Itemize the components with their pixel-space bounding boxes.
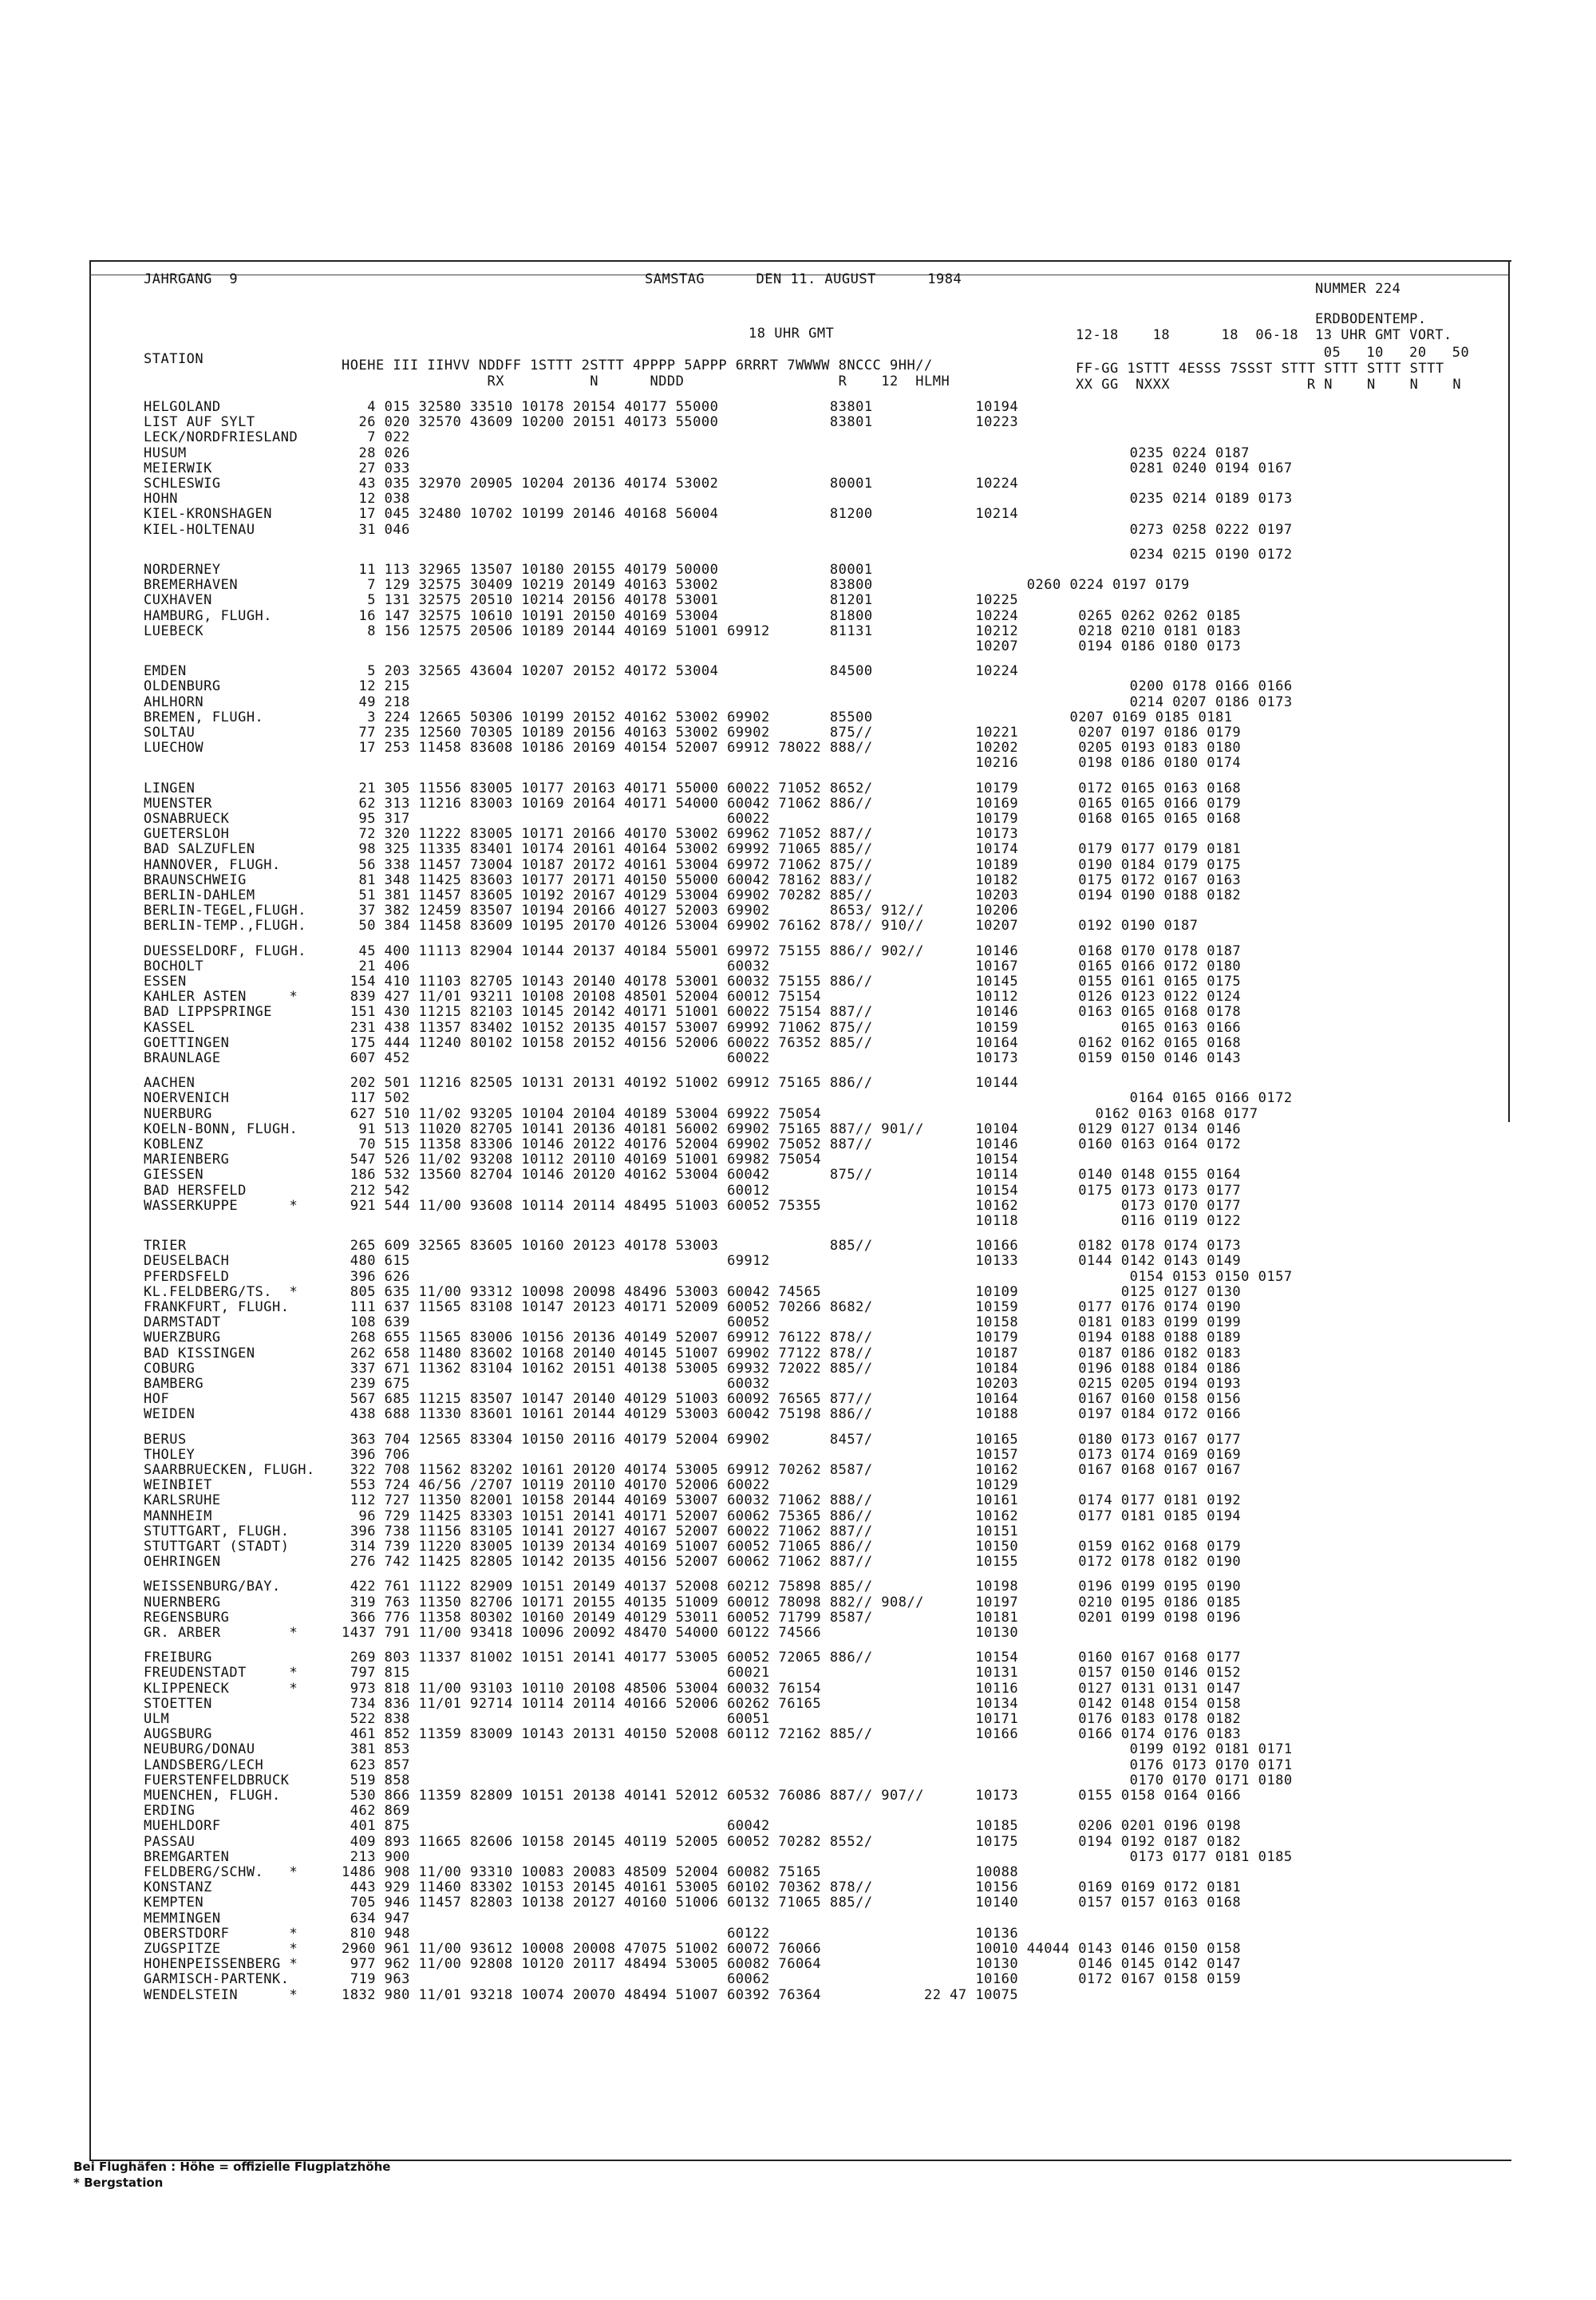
station-name: OSNABRUECK xyxy=(144,811,230,827)
soil-temp-subtitle: 13 UHR GMT VORT. xyxy=(1315,327,1452,343)
issue-number: NUMMER 224 xyxy=(1315,281,1401,297)
station-data: 401 875 60042 10185 0206 0201 0196 0198 xyxy=(342,1818,1242,1835)
station-data: 21 406 60032 10167 0165 0166 0172 0180 xyxy=(342,958,1242,974)
station-data: 623 857 0176 0173 0170 0171 xyxy=(342,1757,1293,1773)
soil-temp-title: ERDBODENTEMP. xyxy=(1315,311,1427,327)
station-data: 461 852 11359 83009 10143 20131 40150 52008 60112 72162 885// 10166 0166 0174 0176 0183 xyxy=(342,1726,1242,1743)
station-name: BERUS xyxy=(144,1431,187,1448)
station-name: WEISSENBURG/BAY. xyxy=(144,1579,281,1595)
station-data: 27 033 0281 0240 0194 0167 xyxy=(342,460,1293,476)
station-name: HOF xyxy=(144,1391,170,1408)
station-name: KOBLENZ xyxy=(144,1136,204,1152)
station-name: SAARBRUECKEN, FLUGH. xyxy=(144,1462,315,1478)
station-name: ERDING xyxy=(144,1803,196,1820)
code-column-headers: HOEHE III IIHVV NDDFF 1STTT 2STTT 4PPPP 5APPP 6RRRT 7WWWW 8NCCC 9HH// xyxy=(342,358,933,373)
station-data: 396 626 0154 0153 0150 0157 xyxy=(342,1268,1293,1285)
station-data: 265 609 32565 83605 10160 20123 40178 53003 885// 10166 0182 0178 0174 0173 xyxy=(342,1238,1242,1255)
station-name: GR. ARBER * xyxy=(144,1625,298,1641)
station-name: DARMSTADT xyxy=(144,1314,221,1331)
station-data: 921 544 11/00 93608 10114 20114 48495 51003 60052 75355 10162 0173 0170 0177 xyxy=(342,1197,1242,1214)
station-data: 337 671 11362 83104 10162 20151 40138 53005 69932 72022 885// 10184 0196 0188 0184 0186 xyxy=(342,1360,1242,1377)
station-name: LUECHOW xyxy=(144,740,204,757)
station-data: 10207 0194 0186 0180 0173 xyxy=(342,638,1242,654)
right-column-subheaders: XX GG NXXX R N N N N xyxy=(1076,377,1462,393)
station-name: AUGSBURG xyxy=(144,1726,212,1743)
station-data: 319 763 11350 82706 10171 20155 40135 51009 60012 78098 882// 908// 10197 0210 0195 0186 0185 xyxy=(342,1594,1242,1610)
station-name: HAMBURG, FLUGH. xyxy=(144,607,273,624)
station-data: 12 038 0235 0214 0189 0173 xyxy=(342,491,1293,508)
station-name: BERLIN-TEGEL,FLUGH. xyxy=(144,903,306,919)
station-data: 719 963 60062 10160 0172 0167 0158 0159 xyxy=(342,1971,1242,1988)
station-data: 1832 980 11/01 93218 10074 20070 48494 51007 60392 76364 22 47 10075 xyxy=(342,1986,1019,2003)
jahrgang-label: JAHRGANG 9 xyxy=(144,271,239,287)
soil-depths-label: 05 10 20 50 xyxy=(1315,345,1470,361)
station-name: THOLEY xyxy=(144,1446,196,1463)
station-name: GIESSEN xyxy=(144,1167,204,1184)
station-data: 28 026 0235 0224 0187 xyxy=(342,445,1250,461)
station-name: MANNHEIM xyxy=(144,1508,212,1524)
station-name: NEUBURG/DONAU xyxy=(144,1741,255,1758)
station-name: REGENSBURG xyxy=(144,1609,230,1626)
station-data: 8 156 12575 20506 10189 20144 40169 51001 69912 81131 10212 0218 0210 0181 0183 xyxy=(342,622,1242,639)
station-data: 213 900 0173 0177 0181 0185 xyxy=(342,1848,1293,1865)
station-data: 4 015 32580 33510 10178 20154 40177 55000 83801 10194 xyxy=(342,399,1019,415)
station-data: 5 203 32565 43604 10207 20152 40172 53004 84500 10224 xyxy=(342,663,1019,680)
station-data: 1486 908 11/00 93310 10083 20083 48509 52004 60082 75165 10088 xyxy=(342,1864,1019,1880)
station-data: 314 739 11220 83005 10139 20134 40169 51007 60052 71065 886// 10150 0159 0162 0168 0179 xyxy=(342,1539,1242,1555)
station-data: 239 675 60032 10203 0215 0205 0194 0193 xyxy=(342,1376,1242,1392)
station-data: 634 947 xyxy=(342,1910,410,1927)
station-data: 91 513 11020 82705 10141 20136 40181 56002 69902 75165 887// 901// 10104 0129 0127 0134 0146 xyxy=(342,1120,1242,1137)
station-data: 262 658 11480 83602 10168 20140 40145 51007 69902 77122 878// 10187 0187 0186 0182 0183 xyxy=(342,1345,1242,1361)
station-data: 627 510 11/02 93205 10104 20104 40189 53004 69922 75054 0162 0163 0168 0177 xyxy=(342,1105,1258,1122)
station-data: 7 022 xyxy=(342,429,410,446)
table-frame-right-edge xyxy=(1508,260,1510,1122)
station-data: 16 147 32575 10610 10191 20150 40169 53004 81800 10224 0265 0262 0262 0185 xyxy=(342,607,1242,624)
station-data: 381 853 0199 0192 0181 0171 xyxy=(342,1741,1293,1758)
station-data: 3 224 12665 50306 10199 20152 40162 53002 69902 85500 0207 0169 0185 0181 xyxy=(342,709,1233,725)
station-data: 11 113 32965 13507 10180 20155 40179 50000 80001 xyxy=(342,562,873,578)
station-name: BOCHOLT xyxy=(144,958,204,974)
station-name: TRIER xyxy=(144,1238,187,1255)
station-name: BRAUNLAGE xyxy=(144,1050,221,1066)
station-name: KARLSRUHE xyxy=(144,1492,221,1509)
station-name: BREMEN, FLUGH. xyxy=(144,709,264,725)
date-label: SAMSTAG DEN 11. AUGUST 1984 xyxy=(645,271,962,287)
station-data: 70 515 11358 83306 10146 20122 40176 52004 69902 75052 887// 10146 0160 0163 0164 0172 xyxy=(342,1136,1242,1152)
station-data: 547 526 11/02 93208 10112 20110 40169 51001 69982 75054 10154 xyxy=(342,1152,1019,1168)
station-name: NUERNBERG xyxy=(144,1594,221,1610)
station-name: BREMGARTEN xyxy=(144,1848,230,1865)
station-name: BAD LIPPSPRINGE xyxy=(144,1004,273,1021)
station-data: 10216 0198 0186 0180 0174 xyxy=(342,755,1242,772)
station-name: WEINBIET xyxy=(144,1477,212,1494)
station-column-header: STATION xyxy=(144,351,204,367)
station-name: LUEBECK xyxy=(144,622,204,639)
station-name: BAD KISSINGEN xyxy=(144,1345,255,1361)
station-name: BREMERHAVEN xyxy=(144,577,239,594)
station-data: 810 948 60122 10136 xyxy=(342,1925,1019,1942)
station-name: CUXHAVEN xyxy=(144,592,212,609)
station-data: 186 532 13560 82704 10146 20120 40162 53004 60042 875// 10114 0140 0148 0155 0164 xyxy=(342,1167,1242,1184)
station-name: MEIERWIK xyxy=(144,460,212,476)
station-data: 276 742 11425 82805 10142 20135 40156 52007 60062 71062 887// 10155 0172 0178 0182 0190 xyxy=(342,1554,1242,1571)
station-name: BRAUNSCHWEIG xyxy=(144,871,247,888)
station-name: PASSAU xyxy=(144,1833,196,1850)
station-name: GOETTINGEN xyxy=(144,1034,230,1051)
station-data: 112 727 11350 82001 10158 20144 40169 53007 60032 71062 888// 10161 0174 0177 0181 0192 xyxy=(342,1492,1242,1509)
footer-note-airports: Bei Flughäfen : Höhe = offizielle Flugplatzhöhe xyxy=(73,2160,391,2174)
station-data: 108 639 60052 10158 0181 0183 0199 0199 xyxy=(342,1314,1242,1331)
station-data: 175 444 11240 80102 10158 20152 40156 52006 60022 76352 885// 10164 0162 0162 0165 0168 xyxy=(342,1034,1242,1051)
station-data: 49 218 0214 0207 0186 0173 xyxy=(342,694,1293,710)
station-data: 81 348 11425 83603 10177 20171 40150 55000 60042 78162 883// 10182 0175 0172 0167 0163 xyxy=(342,871,1242,888)
station-name: MUENSTER xyxy=(144,795,212,812)
station-data: 95 317 60022 10179 0168 0165 0165 0168 xyxy=(342,811,1242,827)
station-name: WENDELSTEIN * xyxy=(144,1986,298,2003)
station-name: GARMISCH-PARTENK. xyxy=(144,1971,290,1988)
station-data: 62 313 11216 83003 10169 20164 40171 54000 60042 71062 886// 10169 0165 0165 0166 0179 xyxy=(342,795,1242,812)
station-data: 111 637 11565 83108 10147 20123 40171 52009 60052 70266 8682/ 10159 0177 0176 0174 0190 xyxy=(342,1299,1242,1315)
code-column-subheaders: RX N NDDD R 12 HLMH xyxy=(342,373,950,389)
station-name: COBURG xyxy=(144,1360,196,1377)
station-name: GUETERSLOH xyxy=(144,826,230,843)
station-data: 805 635 11/00 93312 10098 20098 48496 53003 60042 74565 10109 0125 0127 0130 xyxy=(342,1283,1242,1300)
station-name: AHLHORN xyxy=(144,694,204,710)
station-data: 154 410 11103 82705 10143 20140 40178 53001 60032 75155 886// 10145 0155 0161 0165 0175 xyxy=(342,974,1242,990)
station-data: 839 427 11/01 93211 10108 20108 48501 52004 60012 75154 10112 0126 0123 0122 0124 xyxy=(342,989,1242,1006)
station-name: ESSEN xyxy=(144,974,187,990)
station-data: 396 738 11156 83105 10141 20127 40167 52007 60022 71062 887// 10151 xyxy=(342,1523,1019,1539)
station-name: FELDBERG/SCHW. * xyxy=(144,1864,298,1880)
station-data: 0234 0215 0190 0172 xyxy=(342,546,1293,563)
station-data: 231 438 11357 83402 10152 20135 40157 53007 69992 71062 875// 10159 0165 0163 0166 xyxy=(342,1019,1242,1036)
station-data: 21 305 11556 83005 10177 20163 40171 55000 60022 71052 8652/ 10179 0172 0165 0163 0168 xyxy=(342,780,1242,796)
station-name: EMDEN xyxy=(144,663,187,680)
station-name: BAD SALZUFLEN xyxy=(144,841,255,858)
station-name: WEIDEN xyxy=(144,1406,196,1423)
right-column-headers: FF-GG 1STTT 4ESSS 7SSST STTT STTT STTT STTT xyxy=(1076,361,1444,377)
station-data: 797 815 60021 10131 0157 0150 0146 0152 xyxy=(342,1665,1242,1682)
station-data: 26 020 32570 43609 10200 20151 40173 55000 83801 10223 xyxy=(342,414,1019,431)
station-data: 45 400 11113 82904 10144 20137 40184 55001 69972 75155 886// 902// 10146 0168 0170 0178 0187 xyxy=(342,943,1242,959)
station-name: MEMMINGEN xyxy=(144,1910,221,1927)
gmt-18-label: 18 UHR GMT xyxy=(749,326,835,342)
station-name: LINGEN xyxy=(144,780,196,796)
station-name: HUSUM xyxy=(144,445,187,461)
station-name: BERLIN-TEMP.,FLUGH. xyxy=(144,918,306,935)
station-name: WUERZBURG xyxy=(144,1330,221,1346)
station-data: 2960 961 11/00 93612 10008 20008 47075 51002 60072 76066 10010 44044 0143 0146 0150 0158 xyxy=(342,1941,1242,1957)
station-name: ZUGSPITZE * xyxy=(144,1941,298,1957)
station-name: HANNOVER, FLUGH. xyxy=(144,856,281,873)
station-data: 77 235 12560 70305 10189 20156 40163 53002 69902 875// 10221 0207 0197 0186 0179 xyxy=(342,725,1242,741)
station-name: HOHN xyxy=(144,491,178,508)
station-data: 553 724 46/56 /2707 10119 20110 40170 52006 60022 10129 xyxy=(342,1477,1019,1494)
station-data: 5 131 32575 20510 10214 20156 40178 53001 81201 10225 xyxy=(342,592,1019,609)
station-name: MUEHLDORF xyxy=(144,1818,221,1835)
station-name: DUESSELDORF, FLUGH. xyxy=(144,943,306,959)
station-name: KOELN-BONN, FLUGH. xyxy=(144,1120,298,1137)
station-name: KLIPPENECK * xyxy=(144,1680,298,1697)
station-name: WASSERKUPPE * xyxy=(144,1197,298,1214)
station-name: KASSEL xyxy=(144,1019,196,1036)
station-name: BERLIN-DAHLEM xyxy=(144,887,255,903)
station-name: KL.FELDBERG/TS. * xyxy=(144,1283,298,1300)
station-data: 96 729 11425 83303 10151 20141 40171 52007 60062 75365 886// 10162 0177 0181 0185 0194 xyxy=(342,1508,1242,1524)
station-data: 396 706 10157 0173 0174 0169 0169 xyxy=(342,1446,1242,1463)
station-data: 977 962 11/00 92808 10120 20117 48494 53005 60082 76064 10130 0146 0145 0142 0147 xyxy=(342,1956,1242,1973)
station-data: 705 946 11457 82803 10138 20127 40160 51006 60132 71065 885// 10140 0157 0157 0163 0168 xyxy=(342,1895,1242,1911)
station-data: 72 320 11222 83005 10171 20166 40170 53002 69962 71052 887// 10173 xyxy=(342,826,1019,843)
station-data: 17 253 11458 83608 10186 20169 40154 52007 69912 78022 888// 10202 0205 0193 0183 0180 xyxy=(342,740,1242,757)
station-name: KIEL-KRONSHAGEN xyxy=(144,506,273,523)
station-data: 363 704 12565 83304 10150 20116 40179 52004 69902 8457/ 10165 0180 0173 0167 0177 xyxy=(342,1431,1242,1448)
station-name: HELGOLAND xyxy=(144,399,221,415)
station-data: 10118 0116 0119 0122 xyxy=(342,1213,1242,1229)
station-name: SOLTAU xyxy=(144,725,196,741)
station-name: FREUDENSTADT * xyxy=(144,1665,298,1682)
station-name: FRANKFURT, FLUGH. xyxy=(144,1299,290,1315)
station-data: 56 338 11457 73004 10187 20172 40161 53004 69972 71062 875// 10189 0190 0184 0179 0175 xyxy=(342,856,1242,873)
station-name: KEMPTEN xyxy=(144,1895,204,1911)
station-data: 1437 791 11/00 93418 10096 20092 48470 54000 60122 74566 10130 xyxy=(342,1625,1019,1641)
station-data: 43 035 32970 20905 10204 20136 40174 53002 80001 10224 xyxy=(342,476,1019,492)
station-name: BAMBERG xyxy=(144,1376,204,1392)
station-data: 462 869 xyxy=(342,1803,410,1820)
station-data: 268 655 11565 83006 10156 20136 40149 52007 69912 76122 878// 10179 0194 0188 0188 0189 xyxy=(342,1330,1242,1346)
station-data: 37 382 12459 83507 10194 20166 40127 52003 69902 8653/ 912// 10206 xyxy=(342,903,1019,919)
period-columns-label: 12-18 18 18 06-18 xyxy=(1076,327,1299,343)
station-name: HOHENPEISSENBERG * xyxy=(144,1956,298,1973)
station-data: 12 215 0200 0178 0166 0166 xyxy=(342,678,1293,695)
footer-note-mountain-station: * Bergstation xyxy=(73,2176,164,2190)
station-data: 734 836 11/01 92714 10114 20114 40166 52006 60262 76165 10134 0142 0148 0154 0158 xyxy=(342,1695,1242,1712)
station-name: AACHEN xyxy=(144,1075,196,1092)
station-name: STOETTEN xyxy=(144,1695,212,1712)
station-name: KONSTANZ xyxy=(144,1879,212,1896)
station-data: 151 430 11215 82103 10145 20142 40171 51001 60022 75154 887// 10146 0163 0165 0168 0178 xyxy=(342,1004,1242,1021)
station-name: FREIBURG xyxy=(144,1650,212,1666)
station-data: 322 708 11562 83202 10161 20120 40174 53005 69912 70262 8587/ 10162 0167 0168 0167 0167 xyxy=(342,1462,1242,1478)
station-name: FUERSTENFELDBRUCK xyxy=(144,1772,290,1788)
station-data: 530 866 11359 82809 10151 20138 40141 52012 60532 76086 887// 907// 10173 0155 0158 0164 0166 xyxy=(342,1788,1242,1804)
station-name: SCHLESWIG xyxy=(144,476,221,492)
station-name: KIEL-HOLTENAU xyxy=(144,521,255,538)
station-data: 269 803 11337 81002 10151 20141 40177 53005 60052 72065 886// 10154 0160 0167 0168 0177 xyxy=(342,1650,1242,1666)
station-name: OLDENBURG xyxy=(144,678,221,695)
station-name: LIST AUF SYLT xyxy=(144,414,255,431)
station-name: LANDSBERG/LECH xyxy=(144,1757,264,1773)
station-name: MARIENBERG xyxy=(144,1152,230,1168)
station-name: PFERDSFELD xyxy=(144,1268,230,1285)
station-data: 443 929 11460 83302 10153 20145 40161 53005 60102 70362 878// 10156 0169 0169 0172 0181 xyxy=(342,1879,1242,1896)
station-name: ULM xyxy=(144,1711,170,1727)
station-data: 31 046 0273 0258 0222 0197 xyxy=(342,521,1293,538)
station-data: 519 858 0170 0170 0171 0180 xyxy=(342,1772,1293,1788)
station-data: 7 129 32575 30409 10219 20149 40163 53002 83800 0260 0224 0197 0179 xyxy=(342,577,1190,594)
station-name: MUENCHEN, FLUGH. xyxy=(144,1788,281,1804)
station-data: 98 325 11335 83401 10174 20161 40164 53002 69992 71065 885// 10174 0179 0177 0179 0181 xyxy=(342,841,1242,858)
station-name: KAHLER ASTEN * xyxy=(144,989,298,1006)
station-name: OBERSTDORF * xyxy=(144,1925,298,1942)
station-data: 522 838 60051 10171 0176 0183 0178 0182 xyxy=(342,1711,1242,1727)
station-name: STUTTGART (STADT) xyxy=(144,1539,290,1555)
station-name: BAD HERSFELD xyxy=(144,1182,247,1199)
station-data: 480 615 69912 10133 0144 0142 0143 0149 xyxy=(342,1253,1242,1270)
station-name: LECK/NORDFRIESLAND xyxy=(144,429,298,446)
station-data: 117 502 0164 0165 0166 0172 xyxy=(342,1090,1293,1107)
station-data: 366 776 11358 80302 10160 20149 40129 53011 60052 71799 8587/ 10181 0201 0199 0198 0196 xyxy=(342,1609,1242,1626)
station-data: 973 818 11/00 93103 10110 20108 48506 53004 60032 76154 10116 0127 0131 0131 0147 xyxy=(342,1680,1242,1697)
station-data: 212 542 60012 10154 0175 0173 0173 0177 xyxy=(342,1182,1242,1199)
station-data: 409 893 11665 82606 10158 20145 40119 52005 60052 70282 8552/ 10175 0194 0192 0187 0182 xyxy=(342,1833,1242,1850)
station-data: 422 761 11122 82909 10151 20149 40137 52008 60212 75898 885// 10198 0196 0199 0195 0190 xyxy=(342,1579,1242,1595)
station-name: STUTTGART, FLUGH. xyxy=(144,1523,290,1539)
station-data: 50 384 11458 83609 10195 20170 40126 53004 69902 76162 878// 910// 10207 0192 0190 0187 xyxy=(342,918,1199,935)
station-name: NOERVENICH xyxy=(144,1090,230,1107)
station-name: NORDERNEY xyxy=(144,562,221,578)
station-data: 17 045 32480 10702 10199 20146 40168 56004 81200 10214 xyxy=(342,506,1019,523)
station-data: 202 501 11216 82505 10131 20131 40192 51002 69912 75165 886// 10144 xyxy=(342,1075,1019,1092)
station-data: 607 452 60022 10173 0159 0150 0146 0143 xyxy=(342,1050,1242,1066)
station-name: DEUSELBACH xyxy=(144,1253,230,1270)
station-name: OEHRINGEN xyxy=(144,1554,221,1571)
station-data: 438 688 11330 83601 10161 20144 40129 53003 60042 75198 886// 10188 0197 0184 0172 0166 xyxy=(342,1406,1242,1423)
station-data: 51 381 11457 83605 10192 20167 40129 53004 69902 70282 885// 10203 0194 0190 0188 0182 xyxy=(342,887,1242,903)
station-name: NUERBURG xyxy=(144,1105,212,1122)
station-data: 567 685 11215 83507 10147 20140 40129 51003 60092 76565 877// 10164 0167 0160 0158 0156 xyxy=(342,1391,1242,1408)
